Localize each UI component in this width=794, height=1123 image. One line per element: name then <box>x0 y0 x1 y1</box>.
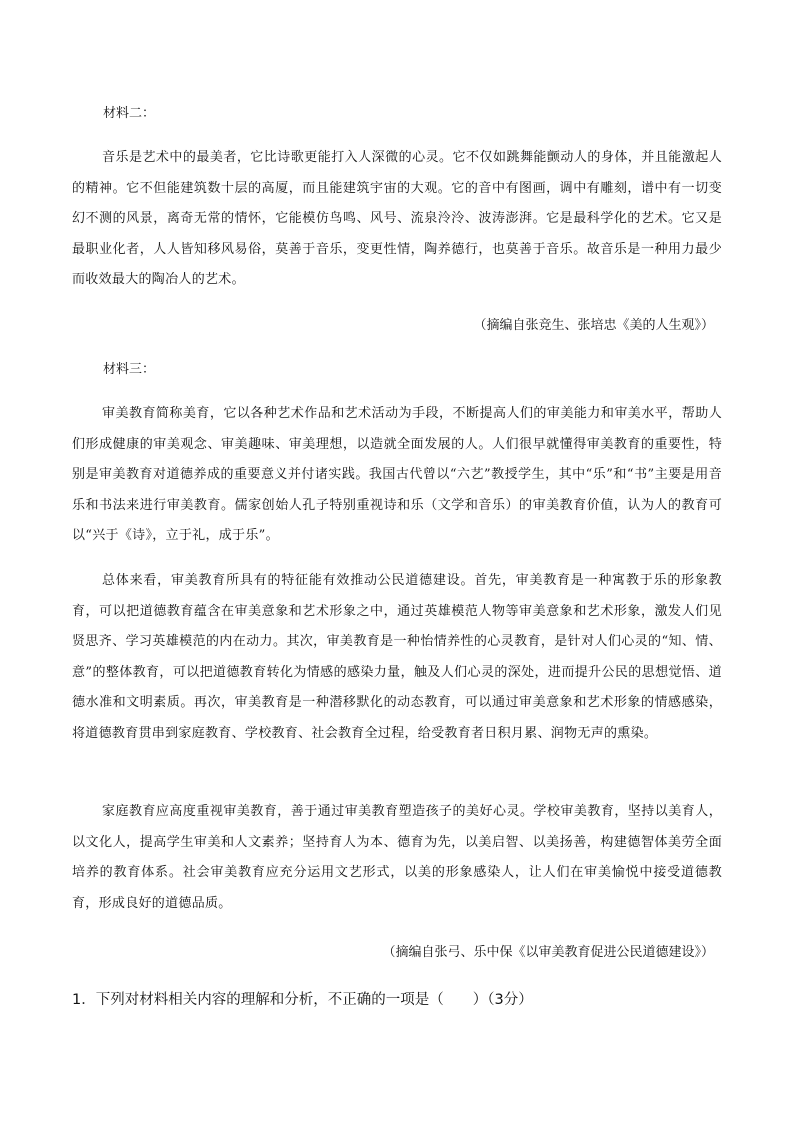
material-3-paragraph-3: 家庭教育应高度重视审美教育，善于通过审美教育塑造孩子的美好心灵。学校审美教育，坚持以美育人，以文化人，提高学生审美和人文素养；坚持育人为本、德育为先，以美启智、以美扬善，构建德智体美劳全面培养的教育体系。社会审美教育应充分运用文艺形式，以美的形象感染人，让人们在审美愉悦中接受道德教育，形成良好的道德品质。 <box>72 804 722 911</box>
material-2-heading: 材料二： <box>103 106 156 121</box>
material-3-paragraph-1: 审美教育简称美育，它以各种艺术作品和艺术活动为手段，不断提高人们的审美能力和审美水平，帮助人们形成健康的审美观念、审美趣味、审美理想，以造就全面发展的人。人们很早就懂得审美教育的重要性，特别是审美教育对道德养成的重要意义并付诸实践。我国古代曾以“六艺”教授学生，其中“乐”和“书”主要是用音乐和书法来进行审美教育。儒家创始人孔子特别重视诗和乐（文学和音乐）的审美教育价值，认为人的教育可以“兴于《诗》，立于礼，成于乐”。 <box>72 406 722 543</box>
question-1: 1．下列对材料相关内容的理解和分析，不正确的一项是（ ）（3分） <box>72 992 533 1008</box>
material-3-source: （摘编自张弓、乐中保《以审美教育促进公民道德建设》） <box>382 945 714 960</box>
material-2-paragraph: 音乐是艺术中的最美者，它比诗歌更能打入人深微的心灵。它不仅如跳舞能颤动人的身体，并且能激起人的精神。它不但能建筑数十层的高厦，而且能建筑宇宙的大观。它的音中有图画，调中有雕刻，谱中有一切变幻不测的风景，离奇无常的情怀，它能模仿鸟鸣、风号、流泉泠泠、波涛澎湃。它是最科学化的艺术。它又是最职业化者，人人皆知移风易俗，莫善于音乐，变更性情，陶养德行，也莫善于音乐。故音乐是一种用力最少而收效最大的陶冶人的艺术。 <box>72 150 722 287</box>
material-3-paragraph-2: 总体来看，审美教育所具有的特征能有效推动公民道德建设。首先，审美教育是一种寓教于乐的形象教育，可以把道德教育蕴含在审美意象和艺术形象之中，通过英雄模范人物等审美意象和艺术形象，激发人们见贤思齐、学习英雄模范的内在动力。其次，审美教育是一种怡情养性的心灵教育，是针对人们心灵的“知、情、意”的整体教育，可以把道德教育转化为情感的感染力量，触及人们心灵的深处，进而提升公民的思想觉悟、道德水准和文明素质。再次，审美教育是一种潜移默化的动态教育，可以通过审美意象和艺术形象的情感感染，将道德教育贯串到家庭教育、学校教育、社会教育全过程，给受教育者日积月累、润物无声的熏染。 <box>72 573 722 741</box>
material-3-heading: 材料三： <box>103 362 156 377</box>
material-2-source: （摘编自张竞生、张培忠《美的人生观》） <box>473 318 714 333</box>
